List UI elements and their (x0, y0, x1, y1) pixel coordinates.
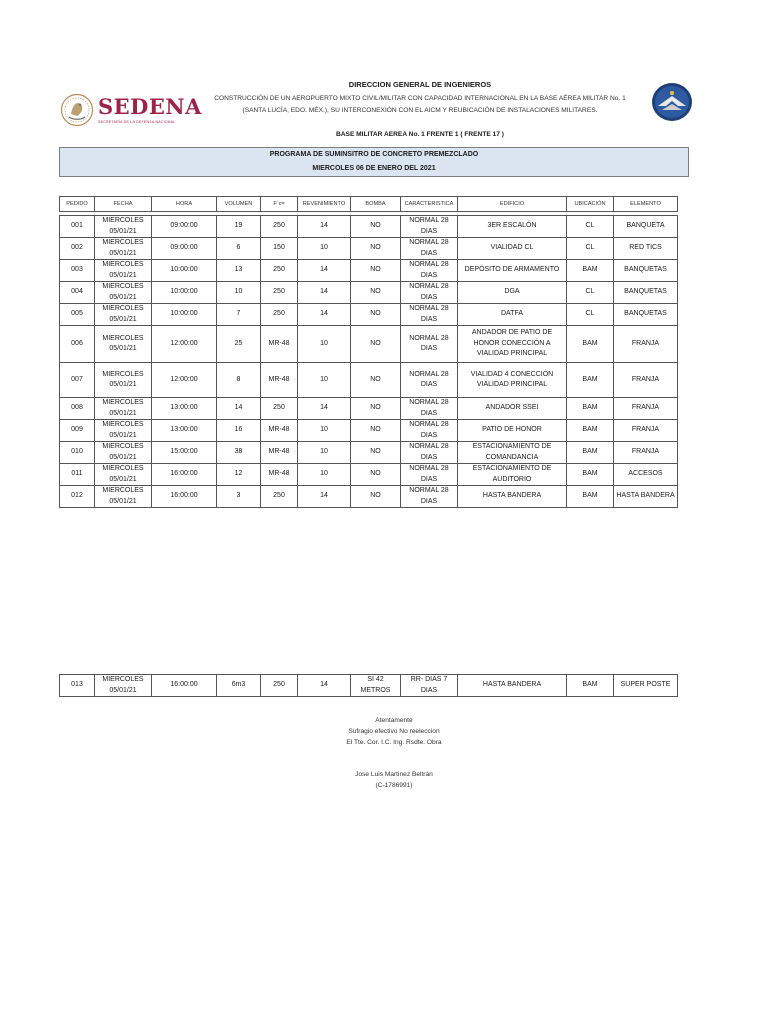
cell-slump: 10 (298, 326, 351, 363)
table-row (60, 398, 678, 420)
cell-volume: 25 (217, 326, 261, 363)
cell-order-id: 002 (60, 238, 95, 260)
table-row (60, 260, 678, 282)
signature-block (294, 715, 494, 748)
cell-date: MIERCOLES 05/01/21 (95, 216, 152, 238)
cell-building: HASTA BANDERA (458, 486, 567, 508)
project-description: CONSTRUCCIÓN DE UN AEROPUERTO MIXTO CIVIL/MILITAR CON CAPACIDAD INTERNACIONAL EN LA BASE AÉREA MILITAR No. 1 (SANTA LUCÍA, EDO. MÉX.), SU INTERCONEXIÓN CON EL AICM Y REUBICACIÓN DE INSTALACIONES MILITARES. (214, 95, 626, 114)
signer-name: Jose Luis Martinez Beltrán (355, 771, 433, 778)
cell-element: ACCESOS (614, 464, 678, 486)
cell-slump: 14 (298, 398, 351, 420)
cell-location: BAM (567, 464, 614, 486)
signer-block (294, 769, 494, 791)
cell-building: 3ER ESCALÓN (458, 216, 567, 238)
col-header: HORA (152, 197, 217, 212)
cell-characteristic: NORMAL 28 DIAS (401, 304, 458, 326)
cell-order-id: 004 (60, 282, 95, 304)
cell-slump: 10 (298, 420, 351, 442)
cell-date: MIERCOLES 05/01/21 (95, 420, 152, 442)
cell-date: MIERCOLES 05/01/21 (95, 326, 152, 363)
table-row (60, 420, 678, 442)
cell-building: VIALIDAD CL (458, 238, 567, 260)
cell-date: MIERCOLES 05/01/21 (95, 464, 152, 486)
cell-characteristic: NORMAL 28 DIAS (401, 282, 458, 304)
cell-order-id: 010 (60, 442, 95, 464)
extra-order-table (59, 674, 678, 697)
logo-subtitle: SECRETARÍA DE LA DEFENSA NACIONAL (98, 120, 176, 124)
cell-slump: 14 (298, 282, 351, 304)
cell-characteristic: NORMAL 28 DIAS (401, 238, 458, 260)
cell-pump: NO (351, 282, 401, 304)
cell-time: 13:00:00 (152, 420, 217, 442)
cell-location: CL (567, 304, 614, 326)
program-date: MIERCOLES 06 DE ENERO DEL 2021 (312, 165, 436, 172)
col-header: REVENIMIENTO (298, 197, 351, 212)
header-row (60, 197, 678, 212)
eagle-emblem-icon (60, 93, 94, 127)
cell-slump: 14 (298, 260, 351, 282)
table-row (60, 486, 678, 508)
cell-time: 15:00:00 (152, 442, 217, 464)
cell-time: 12:00:00 (152, 326, 217, 363)
cell-order-id: 009 (60, 420, 95, 442)
cell-slump: 10 (298, 464, 351, 486)
col-header: FECHA (95, 197, 152, 212)
cell-time: 16:00:00 (152, 675, 217, 697)
document-title: DIRECCION GENERAL DE INGENIEROS (348, 80, 492, 89)
cell-building: ESTACIONAMIENTO DE AUDITORIO (458, 464, 567, 486)
cell-element: FRANJA (614, 363, 678, 398)
cell-volume: 14 (217, 398, 261, 420)
cell-location: BAM (567, 442, 614, 464)
cell-strength: MR-48 (261, 442, 298, 464)
extra-order-body (60, 675, 678, 697)
cell-building: VIALIDAD 4 CONECCIÓN VIALIDAD PRINCIPAL (458, 363, 567, 398)
cell-slump: 10 (298, 363, 351, 398)
cell-element: HASTA BANDERA (614, 486, 678, 508)
cell-strength: 250 (261, 282, 298, 304)
cell-characteristic: NORMAL 28 DIAS (401, 326, 458, 363)
cell-pump: NO (351, 326, 401, 363)
cell-slump: 14 (298, 486, 351, 508)
cell-strength: 250 (261, 260, 298, 282)
cell-strength: 250 (261, 675, 298, 697)
cell-characteristic: NORMAL 28 DIAS (401, 398, 458, 420)
cell-strength: 250 (261, 486, 298, 508)
cell-location: BAM (567, 420, 614, 442)
col-header: UBICACIÓN (567, 197, 614, 212)
cell-location: BAM (567, 326, 614, 363)
col-header: ELEMENTO (614, 197, 678, 212)
motto-text: Sufragio efectivo No reeleccion (348, 728, 440, 735)
table-header (59, 196, 678, 212)
cell-volume: 6 (217, 238, 261, 260)
cell-pump: NO (351, 398, 401, 420)
cell-order-id: 003 (60, 260, 95, 282)
cell-strength: 250 (261, 304, 298, 326)
cell-element: FRANJA (614, 326, 678, 363)
cell-time: 09:00:00 (152, 216, 217, 238)
cell-pump: NO (351, 420, 401, 442)
cell-element: FRANJA (614, 442, 678, 464)
cell-date: MIERCOLES 05/01/21 (95, 442, 152, 464)
cell-time: 10:00:00 (152, 282, 217, 304)
table-row (60, 442, 678, 464)
cell-volume: 7 (217, 304, 261, 326)
air-force-badge-icon (648, 80, 692, 124)
cell-pump: NO (351, 464, 401, 486)
cell-date: MIERCOLES 05/01/21 (95, 260, 152, 282)
cell-time: 16:00:00 (152, 464, 217, 486)
col-header: F´c= (261, 197, 298, 212)
cell-element: BANQUETAS (614, 260, 678, 282)
cell-time: 10:00:00 (152, 260, 217, 282)
table-row (60, 304, 678, 326)
cell-date: MIERCOLES 05/01/21 (95, 398, 152, 420)
cell-location: BAM (567, 260, 614, 282)
cell-slump: 10 (298, 442, 351, 464)
cell-location: CL (567, 216, 614, 238)
cell-pump: SI 42 METROS (351, 675, 401, 697)
cell-order-id: 001 (60, 216, 95, 238)
cell-order-id: 013 (60, 675, 95, 697)
cell-date: MIERCOLES 05/01/21 (95, 363, 152, 398)
cell-volume: 19 (217, 216, 261, 238)
cell-pump: NO (351, 216, 401, 238)
cell-element: BANQUETA (614, 216, 678, 238)
cell-building: PATIO DE HONOR (458, 420, 567, 442)
cell-order-id: 012 (60, 486, 95, 508)
cell-element: FRANJA (614, 398, 678, 420)
table-row (60, 238, 678, 260)
cell-date: MIERCOLES 05/01/21 (95, 675, 152, 697)
closing-text: Atentamente (375, 717, 413, 724)
table-row (60, 326, 678, 363)
cell-characteristic: NORMAL 28 DIAS (401, 363, 458, 398)
cell-location: BAM (567, 398, 614, 420)
cell-location: BAM (567, 363, 614, 398)
orders-table-body (60, 216, 678, 508)
cell-strength: MR-48 (261, 326, 298, 363)
cell-building: DATFA (458, 304, 567, 326)
cell-order-id: 011 (60, 464, 95, 486)
cell-slump: 14 (298, 216, 351, 238)
cell-slump: 14 (298, 304, 351, 326)
signer-id: (C-1786991) (375, 782, 413, 789)
cell-pump: NO (351, 486, 401, 508)
cell-volume: 38 (217, 442, 261, 464)
cell-element: FRANJA (614, 420, 678, 442)
cell-characteristic: NORMAL 28 DIAS (401, 442, 458, 464)
cell-slump: 10 (298, 238, 351, 260)
cell-volume: 13 (217, 260, 261, 282)
orders-table (59, 215, 678, 508)
cell-building: ANDADOR SSEI (458, 398, 567, 420)
cell-volume: 6m3 (217, 675, 261, 697)
program-title: PROGRAMA DE SUMINSITRO DE CONCRETO PREMEZCLADO (269, 151, 479, 158)
logo-name: SEDENA (98, 94, 202, 119)
cell-date: MIERCOLES 05/01/21 (95, 304, 152, 326)
col-header: PEDIDO (60, 197, 95, 212)
cell-building: ANDADOR DE PATIO DE HONOR CONECCIÓN A VIALIDAD PRINCIPAL (458, 326, 567, 363)
cell-element: BANQUETAS (614, 282, 678, 304)
base-title: BASE MILITAR AEREA No. 1 FRENTE 1 ( FRENTE 17 ) (336, 131, 504, 138)
table-row (60, 464, 678, 486)
cell-building: DGA (458, 282, 567, 304)
cell-date: MIERCOLES 05/01/21 (95, 238, 152, 260)
col-header: VOLUMEN (217, 197, 261, 212)
cell-pump: NO (351, 363, 401, 398)
role-text: El Tte. Cor. I.C. Ing. Rsdte. Obra (346, 739, 442, 746)
cell-strength: MR-48 (261, 420, 298, 442)
cell-pump: NO (351, 442, 401, 464)
cell-characteristic: NORMAL 28 DIAS (401, 216, 458, 238)
cell-order-id: 007 (60, 363, 95, 398)
cell-location: BAM (567, 675, 614, 697)
col-header: EDIFICIO (458, 197, 567, 212)
cell-strength: MR-48 (261, 363, 298, 398)
cell-element: BANQUETAS (614, 304, 678, 326)
cell-order-id: 008 (60, 398, 95, 420)
cell-order-id: 005 (60, 304, 95, 326)
cell-date: MIERCOLES 05/01/21 (95, 486, 152, 508)
table-row (60, 675, 678, 697)
cell-volume: 10 (217, 282, 261, 304)
cell-date: MIERCOLES 05/01/21 (95, 282, 152, 304)
cell-pump: NO (351, 238, 401, 260)
cell-location: CL (567, 282, 614, 304)
cell-building: HASTA BANDERA (458, 675, 567, 697)
program-banner (59, 147, 689, 177)
cell-order-id: 006 (60, 326, 95, 363)
cell-element: SUPER POSTE (614, 675, 678, 697)
sedena-logo (60, 90, 220, 130)
cell-volume: 8 (217, 363, 261, 398)
cell-characteristic: NORMAL 28 DIAS (401, 464, 458, 486)
cell-volume: 12 (217, 464, 261, 486)
cell-time: 12:00:00 (152, 363, 217, 398)
cell-building: DEPÓSITO DE ARMAMENTO (458, 260, 567, 282)
cell-pump: NO (351, 304, 401, 326)
cell-time: 13:00:00 (152, 398, 217, 420)
table-row (60, 282, 678, 304)
cell-slump: 14 (298, 675, 351, 697)
cell-element: RED TICS (614, 238, 678, 260)
cell-characteristic: NORMAL 28 DIAS (401, 420, 458, 442)
table-row (60, 216, 678, 238)
cell-volume: 16 (217, 420, 261, 442)
cell-characteristic: NORMAL 28 DIAS (401, 486, 458, 508)
cell-volume: 3 (217, 486, 261, 508)
cell-strength: 250 (261, 216, 298, 238)
cell-time: 10:00:00 (152, 304, 217, 326)
cell-time: 09:00:00 (152, 238, 217, 260)
cell-pump: NO (351, 260, 401, 282)
cell-time: 16:00:00 (152, 486, 217, 508)
cell-location: BAM (567, 486, 614, 508)
cell-strength: 150 (261, 238, 298, 260)
cell-strength: MR-48 (261, 464, 298, 486)
cell-building: ESTACIONAMIENTO DE COMANDANCIA (458, 442, 567, 464)
cell-characteristic: RR- DIAS 7 DIAS (401, 675, 458, 697)
col-header: CARACTERISTICA (401, 197, 458, 212)
cell-location: CL (567, 238, 614, 260)
cell-characteristic: NORMAL 28 DIAS (401, 260, 458, 282)
table-row (60, 363, 678, 398)
cell-strength: 250 (261, 398, 298, 420)
col-header: BOMBA (351, 197, 401, 212)
